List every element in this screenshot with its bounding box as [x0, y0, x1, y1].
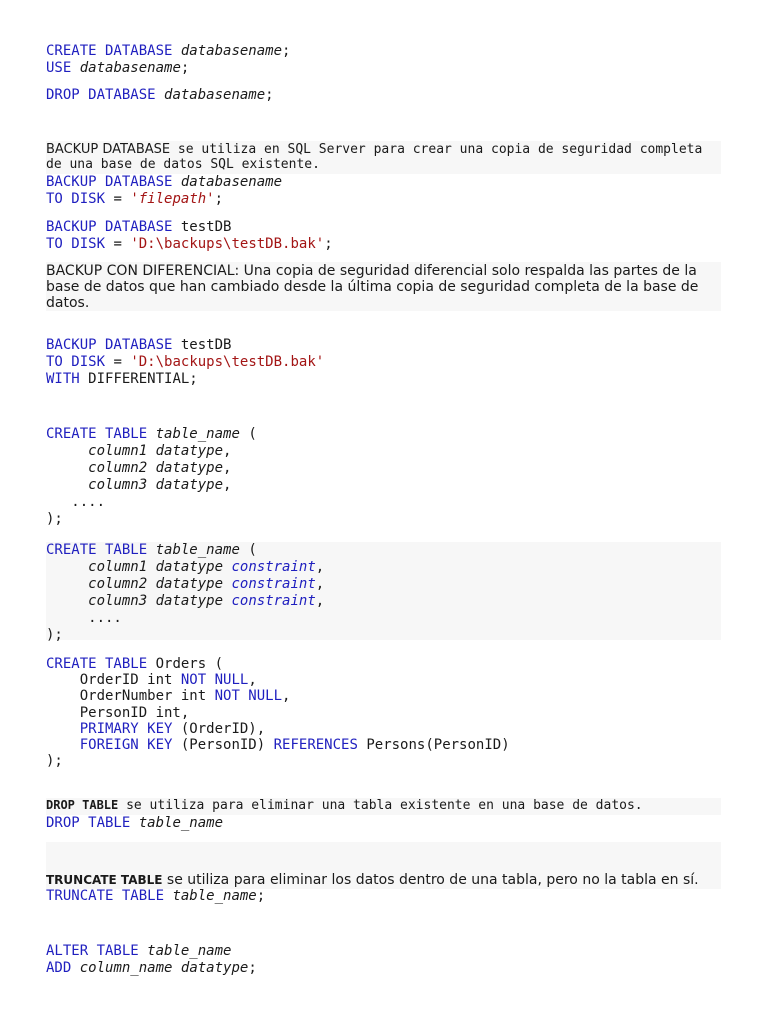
- ident-datatype: datatype: [155, 593, 224, 609]
- code-block-drop-database: DROP DATABASE databasename;: [46, 87, 274, 103]
- code-block-alter-table: ALTER TABLE table_name ADD column_name datatype;: [46, 943, 257, 976]
- truncate-description: [46, 872, 721, 889]
- kw-add: ADD: [46, 960, 72, 976]
- kw-drop-table: DROP TABLE: [46, 815, 131, 831]
- kw-create-table: CREATE TABLE: [46, 656, 148, 672]
- ident-column3: column3: [88, 593, 148, 609]
- ident-table-name: table_name: [147, 943, 232, 959]
- truncate-label: TRUNCATE TABLE: [46, 873, 163, 887]
- code-block-create-table: CREATE TABLE table_name ( column1 datatype, column2 datatype, column3 datatype, .... );: [46, 426, 257, 527]
- shaded-spacer: [46, 842, 721, 872]
- ident-datatype: datatype: [155, 443, 224, 459]
- ident-datatype: datatype: [155, 460, 224, 476]
- primary-args: (OrderID),: [180, 720, 266, 737]
- kw-not-null: NOT NULL: [214, 688, 283, 705]
- ident-table-name: table_name: [155, 542, 240, 558]
- drop-table-text: se utiliza para eliminar una tabla existente en una base de datos.: [126, 798, 643, 813]
- string-bak-path: 'D:\backups\testDB.bak': [130, 354, 325, 370]
- ident-datatype: datatype: [155, 576, 224, 592]
- ident-databasename: databasename: [180, 43, 283, 59]
- kw-constraint: constraint: [231, 559, 316, 575]
- ident-column1: column1: [88, 559, 148, 575]
- ident-orders: Orders: [155, 656, 207, 672]
- kw-backup-database: BACKUP DATABASE: [46, 337, 173, 353]
- ident-table-name: table_name: [138, 815, 224, 831]
- kw-to-disk: TO DISK: [46, 354, 106, 370]
- code-block-backup-differential: BACKUP DATABASE testDB TO DISK = 'D:\backups\testDB.bak' WITH DIFFERENTIAL;: [46, 337, 325, 387]
- backup-description: [46, 141, 721, 174]
- kw-create-table: CREATE TABLE: [46, 542, 148, 558]
- kw-alter-table: ALTER TABLE: [46, 943, 139, 959]
- string-filepath: 'filepath': [130, 191, 215, 207]
- ident-datatype: datatype: [155, 477, 224, 493]
- kw-with: WITH: [46, 371, 80, 387]
- persons-ref: Persons(PersonID): [366, 737, 510, 754]
- kw-create-table: CREATE TABLE: [46, 426, 148, 442]
- code-block-backup-testdb: BACKUP DATABASE testDB TO DISK = 'D:\backups\testDB.bak';: [46, 219, 333, 252]
- truncate-text: se utiliza para eliminar los datos dentro de una tabla, pero no la tabla en sí.: [166, 872, 699, 888]
- ident-databasename: databasename: [164, 87, 266, 103]
- kw-truncate-table: TRUNCATE TABLE: [46, 888, 165, 904]
- kw-foreign-key: FOREIGN KEY: [79, 737, 173, 754]
- code-block-backup-generic: BACKUP DATABASE databasename TO DISK = 'filepath';: [46, 174, 283, 207]
- string-bak-path: 'D:\backups\testDB.bak': [130, 236, 325, 252]
- kw-not-null: NOT NULL: [180, 672, 249, 689]
- ident-column3: column3: [88, 477, 148, 493]
- ident-table-name: table_name: [172, 888, 257, 904]
- ident-databasename: databasename: [79, 60, 181, 76]
- ident-databasename: databasename: [180, 174, 283, 190]
- ident-differential: DIFFERENTIAL;: [88, 371, 198, 387]
- backup-text: se utiliza en SQL Server para crear una copia de seguridad completa de una base de datos SQL existente.: [46, 142, 703, 172]
- code-block-create-orders: CREATE TABLE Orders ( OrderID int NOT NULL, OrderNumber int NOT NULL, PersonID int, PRIMARY KEY (OrderID), FOREIGN KEY (PersonID) REFERENCES Persons(PersonID) );: [46, 656, 510, 770]
- kw-to-disk: TO DISK: [46, 191, 106, 207]
- ident-column2: column2: [88, 460, 148, 476]
- kw-create-database: CREATE DATABASE: [46, 43, 173, 59]
- line-order-id: OrderID int: [79, 672, 173, 689]
- line-person-id: PersonID int,: [79, 704, 190, 721]
- kw-backup-database: BACKUP DATABASE: [46, 174, 173, 190]
- kw-use: USE: [46, 60, 72, 76]
- kw-constraint: constraint: [231, 593, 316, 609]
- line-order-number: OrderNumber int: [79, 688, 207, 705]
- drop-table-description: [46, 798, 721, 815]
- kw-drop-database: DROP DATABASE: [46, 87, 156, 103]
- ident-column1: column1: [88, 443, 148, 459]
- code-block-create-database: CREATE DATABASE databasename; USE databasename;: [46, 43, 291, 76]
- code-block-truncate: TRUNCATE TABLE table_name;: [46, 888, 266, 904]
- code-block-create-table-constraints: CREATE TABLE table_name ( column1 datatype constraint, column2 datatype constraint, column3 datatype constraint, .... );: [46, 542, 721, 640]
- drop-table-label: DROP TABLE: [46, 798, 119, 812]
- foreign-args: (PersonID): [180, 737, 266, 754]
- backup-label: BACKUP DATABASE: [46, 142, 171, 157]
- code-block-drop-table: [46, 815, 721, 832]
- ident-column2: column2: [88, 576, 148, 592]
- ident-testdb: testDB: [180, 219, 232, 235]
- ident-testdb: testDB: [180, 337, 232, 353]
- kw-primary-key: PRIMARY KEY: [79, 720, 173, 737]
- differential-description: BACKUP CON DIFERENCIAL: Una copia de seguridad diferencial solo respalda las partes de la base de datos que han cambiado desde la última copia de seguridad completa de la base de datos.: [46, 262, 721, 311]
- kw-constraint: constraint: [231, 576, 316, 592]
- kw-backup-database: BACKUP DATABASE: [46, 219, 173, 235]
- ident-table-name: table_name: [155, 426, 240, 442]
- ident-datatype: datatype: [180, 960, 249, 976]
- kw-references: REFERENCES: [273, 737, 358, 754]
- ident-datatype: datatype: [155, 559, 224, 575]
- kw-to-disk: TO DISK: [46, 236, 106, 252]
- ident-column-name: column_name: [79, 960, 173, 976]
